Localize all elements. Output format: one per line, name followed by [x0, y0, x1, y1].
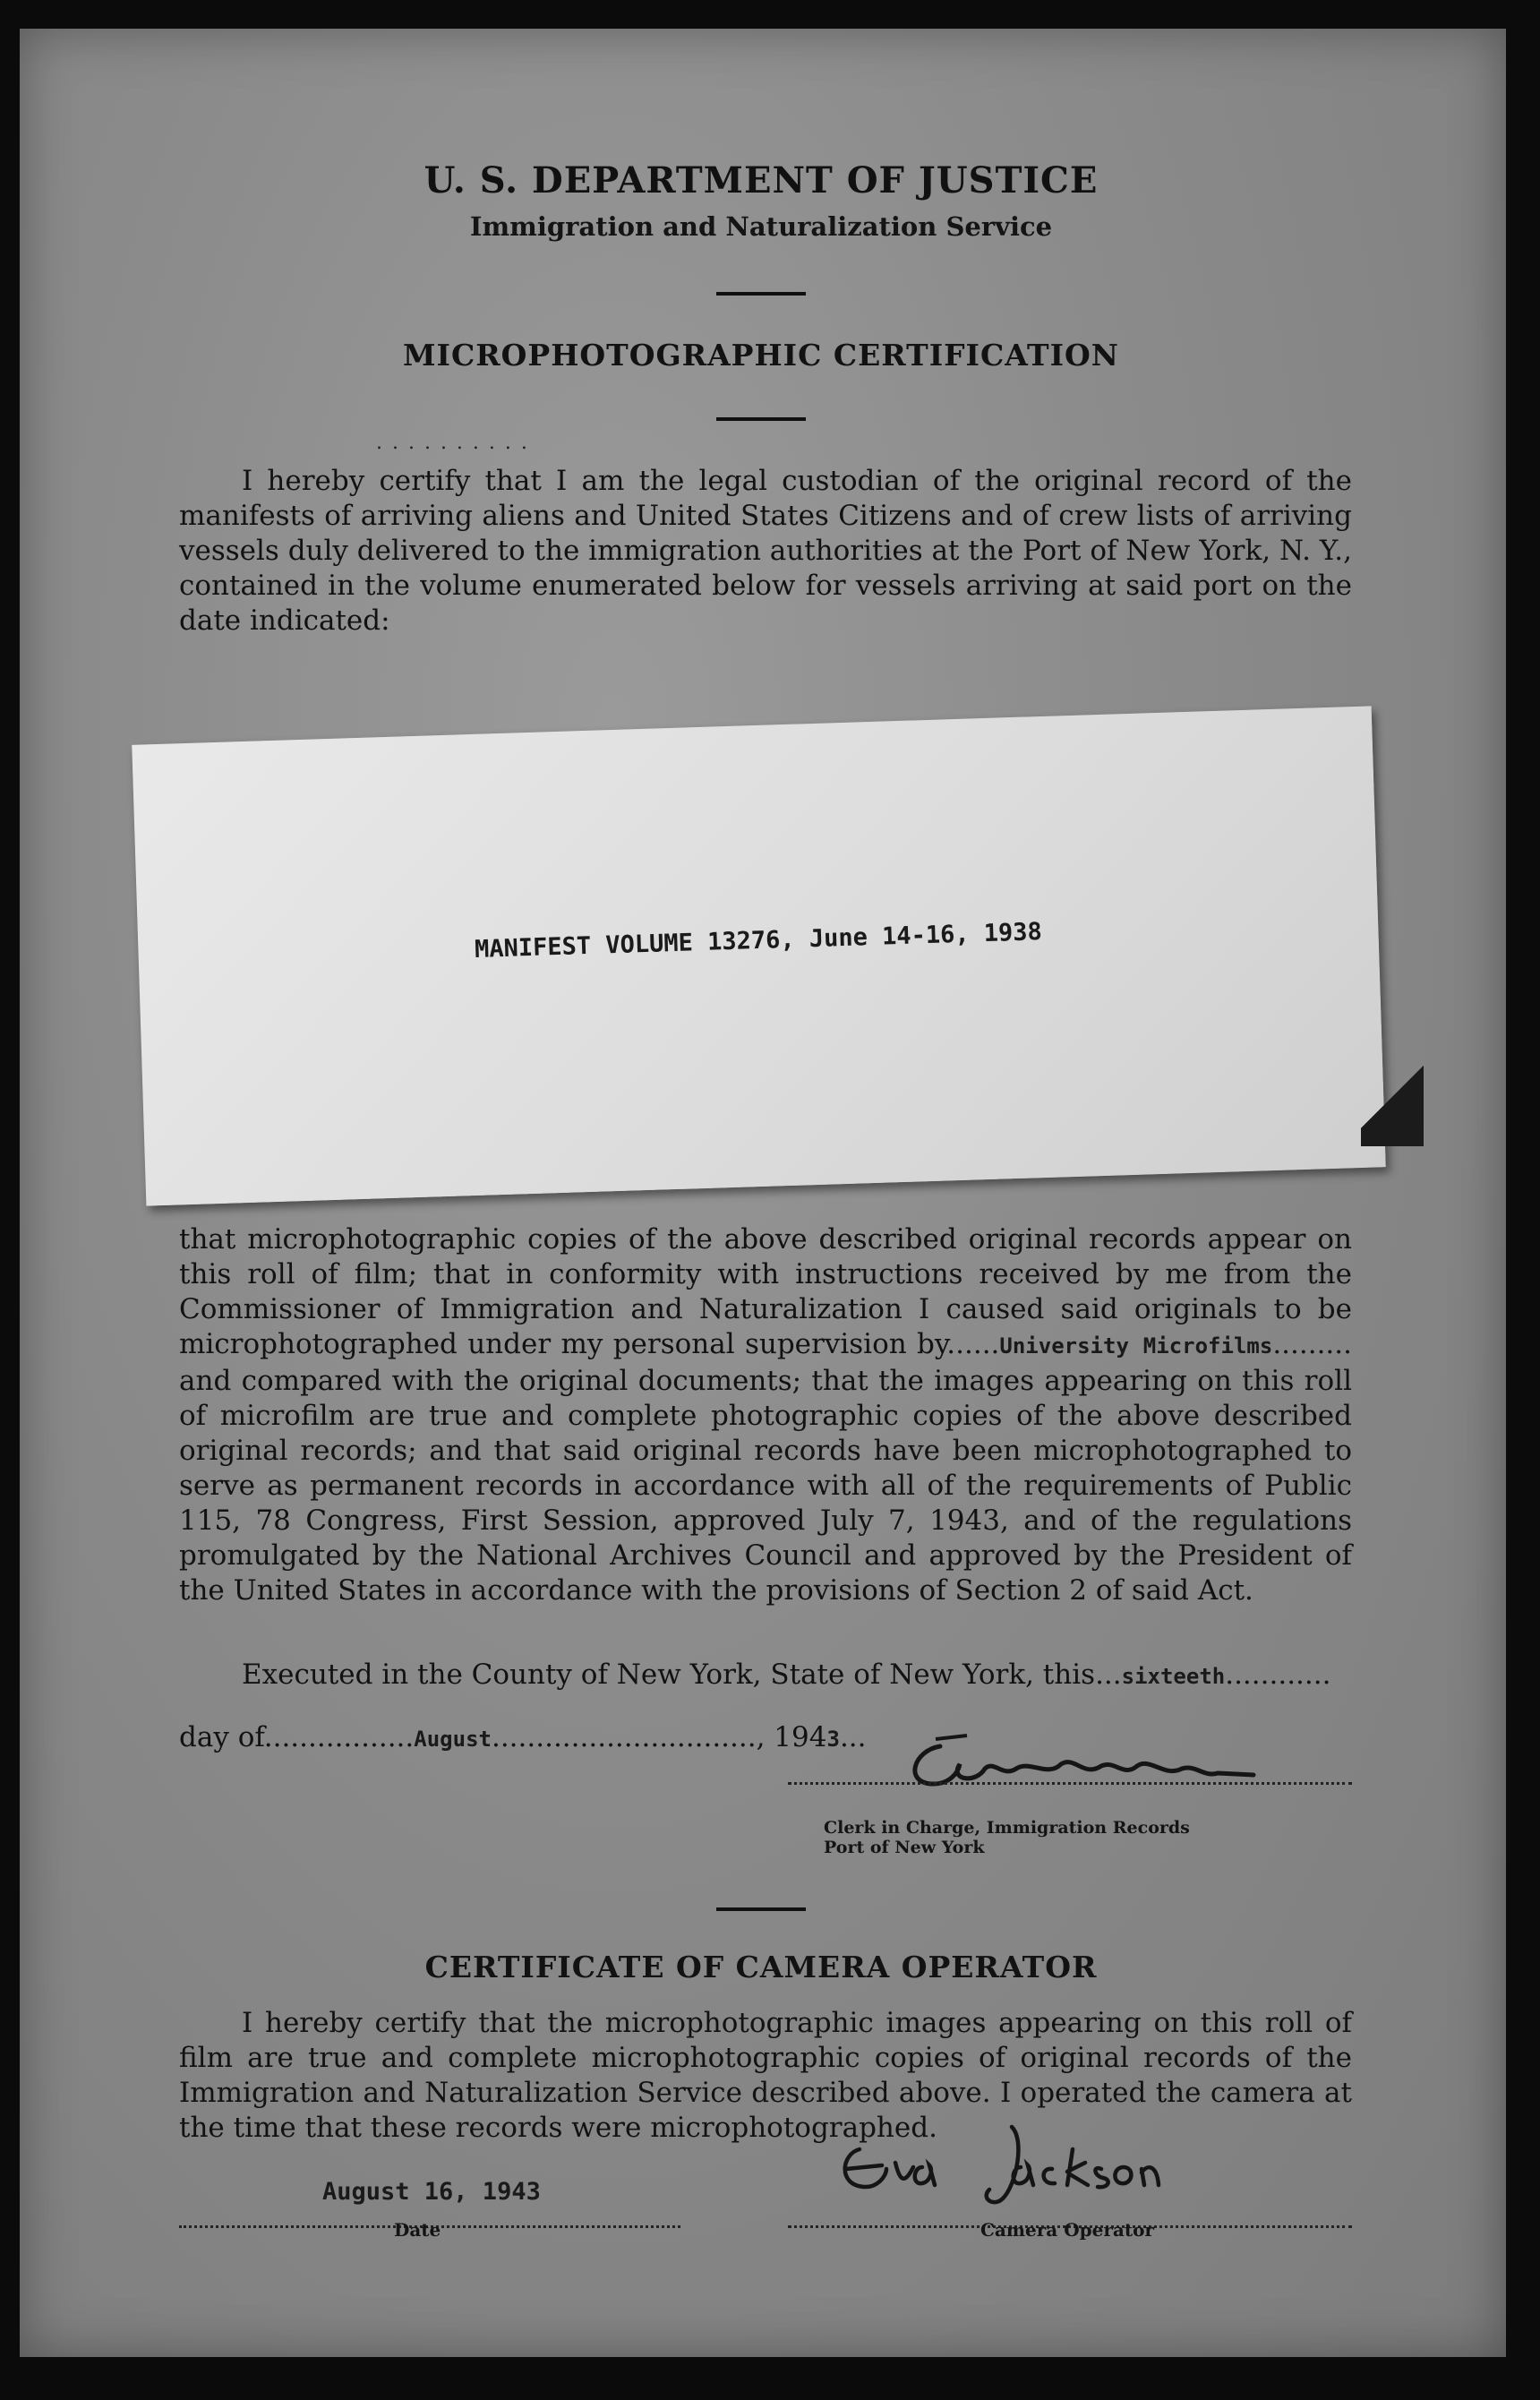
day-of-line: [179, 1721, 867, 1753]
photographer-name: University Microfilms: [999, 1333, 1273, 1359]
divider: [716, 417, 806, 421]
dot-leader: ..............................: [491, 1721, 757, 1753]
dot-leader: ......: [946, 1328, 1000, 1360]
body-after-text: and compared with the original documents; that the images appearing on this roll of microfilm are true and complete photographic copies of the above described original records; and that said original records have been microphotographed to serve as permanent records in accordance with all of the requirements of Public 115, 78 Congress, First Session, approved July 7, 1943, and of the regulations promulgated by the National Archives Council and approved by the President of the United States in accordance with the provisions of Section 2 of said Act.: [179, 1365, 1352, 1607]
date-value: August 16, 1943: [322, 2178, 541, 2206]
divider: [716, 1907, 806, 1911]
clerk-signature: [895, 1728, 1271, 1809]
executed-line: [242, 1659, 1330, 1691]
clerk-title-line-2: Port of New York: [824, 1838, 985, 1857]
month-value: August: [414, 1727, 492, 1752]
year-digit: 3: [826, 1727, 840, 1752]
manifest-volume-text: MANIFEST VOLUME 13276, June 14-16, 1938: [474, 918, 1043, 964]
intro-paragraph: I hereby certify that I am the legal custodian of the original record of the manifests of arriving aliens and United States Citizens and of crew lists of arriving vessels duly delivered to the immigration authorities at the Port of New York, N. Y., contained in the volume enumerated below for vessels arriving at said port on the date indicated:: [179, 465, 1352, 637]
executed-day: sixteeth: [1121, 1664, 1226, 1689]
dot-leader: ...: [839, 1721, 867, 1753]
day-of-label: day of: [179, 1721, 264, 1753]
dot-leader: .........: [1272, 1328, 1352, 1360]
service-subheading: Immigration and Naturalization Service: [469, 211, 1053, 242]
body-before-text: that microphotographic copies of the above described original records appear on this roll of film; that in conformity with instructions received by me from the Commissioner of Immigration and Naturalization I caused said originals to be microphotographed under my personal supervision by: [179, 1223, 1352, 1360]
certification-body: [179, 1222, 1352, 1608]
card-curl: [1361, 1048, 1424, 1146]
executed-prefix: Executed in the County of New York, State of New York, this: [242, 1659, 1096, 1691]
divider: [716, 292, 806, 296]
camera-operator-label: Camera Operator: [980, 2219, 1154, 2241]
dot-leader: ...: [1095, 1659, 1122, 1691]
dot-leader: ............: [1225, 1659, 1331, 1691]
clerk-title-line-1: Clerk in Charge, Immigration Records: [824, 1818, 1190, 1838]
department-heading: U. S. DEPARTMENT OF JUSTICE: [424, 159, 1099, 201]
clerk-title: [824, 1818, 1190, 1857]
dot-leader: .................: [263, 1721, 415, 1753]
clerk-signature-line: [788, 1782, 1352, 1785]
certification-title: MICROPHOTOGRAPHIC CERTIFICATION: [403, 338, 1119, 373]
camera-operator-body: I hereby certify that the microphotographic images appearing on this roll of film are true and complete microphotographic copies of original records of the Immigration and Naturalization Service described above. I operated the camera at the time that these records were microphotographed.: [179, 2007, 1352, 2144]
date-label: Date: [394, 2219, 441, 2241]
year-prefix: , 194: [756, 1721, 827, 1753]
manifest-card: [132, 706, 1385, 1205]
dot-leader-mark: . . . . . . . . . .: [376, 432, 529, 454]
camera-operator-title: CERTIFICATE OF CAMERA OPERATOR: [424, 1950, 1098, 1984]
